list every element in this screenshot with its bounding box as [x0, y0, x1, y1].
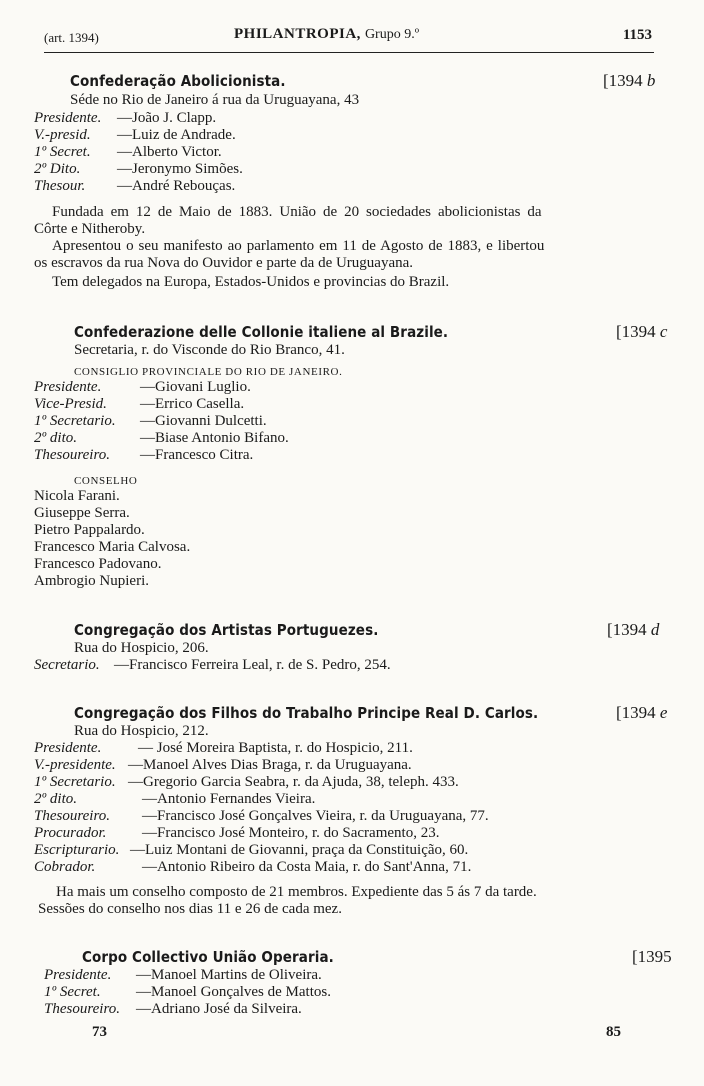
council-member: Giuseppe Serra. — [34, 505, 130, 521]
officer-role: Presidente. — [34, 379, 102, 395]
officer-role: 1º Secret. — [34, 144, 91, 160]
officer-name: —Luiz Montani de Giovanni, praça da Constituição, 60. — [130, 842, 469, 858]
officer-role: Thesour. — [34, 178, 86, 194]
officer-name: —João J. Clapp. — [117, 110, 217, 126]
officer-name: —Francisco José Gonçalves Vieira, r. da Uruguayana, 77. — [142, 808, 489, 824]
entry-ref: [1395 — [632, 947, 672, 966]
officer-name: —Alberto Victor. — [117, 144, 222, 160]
officer-name: — José Moreira Baptista, r. do Hospicio, 211. — [138, 740, 413, 756]
paragraph-line: Fundada em 12 de Maio de 1883. União de 20 sociedades abolicionistas da — [52, 204, 542, 220]
officer-name: —Manoel Martins de Oliveira. — [136, 967, 322, 983]
entry-ref — [616, 322, 667, 342]
officer-role: Presidente. — [34, 110, 102, 126]
officer-name: —André Rebouças. — [117, 178, 236, 194]
officer-role: 1º Secretario. — [34, 774, 116, 790]
header-page-number: 1153 — [622, 27, 652, 43]
officer-role: Thesoureiro. — [34, 447, 110, 463]
paragraph-line: Côrte e Nitheroby. — [34, 221, 146, 237]
officer-role: Secretario. — [34, 657, 100, 673]
officer-name: —Manoel Gonçalves de Mattos. — [136, 984, 331, 1000]
entry-ref-suffix: e — [659, 703, 668, 722]
entry-title: Confederação Abolicionista. — [70, 72, 286, 90]
entry-ref-suffix: d — [650, 620, 660, 639]
officer-role: V.-presidente. — [34, 757, 116, 773]
officer-name: —Antonio Fernandes Vieira. — [142, 791, 316, 807]
entry-ref-number: [1394 — [616, 703, 656, 722]
entry-ref-suffix: c — [659, 322, 668, 341]
header-title: PHILANTROPIA, — [234, 26, 361, 42]
officer-role: Escripturario. — [34, 842, 120, 858]
officer-role: 2º dito. — [34, 791, 77, 807]
officer-role: V.-presid. — [34, 127, 91, 143]
officer-role: Cobrador. — [34, 859, 96, 875]
officer-name: —Giovani Luglio. — [140, 379, 251, 395]
entry-ref — [607, 620, 659, 640]
officer-role: 1º Secret. — [44, 984, 101, 1000]
entry-ref-suffix: b — [646, 71, 656, 90]
officer-name: —Antonio Ribeiro da Costa Maia, r. do Sant'Anna, 71. — [142, 859, 472, 875]
entry-ref — [616, 703, 667, 723]
entry-ref — [603, 71, 655, 91]
officer-name: —Francisco José Monteiro, r. do Sacramento, 23. — [142, 825, 440, 841]
entry-title: Confederazione delle Collonie italiene al Brazile. — [74, 323, 449, 341]
officer-role: 1º Secretario. — [34, 413, 116, 429]
officer-role: Thesoureiro. — [34, 808, 110, 824]
officer-role: Vice-Presid. — [34, 396, 107, 412]
header-title-block — [234, 26, 419, 43]
entry-ref-number: [1394 — [616, 322, 656, 341]
officer-role: Presidente. — [44, 967, 112, 983]
entry-ref-number: [1394 — [603, 71, 643, 90]
page-header — [0, 26, 704, 50]
officer-role: Thesoureiro. — [44, 1001, 120, 1017]
council-member: Ambrogio Nupieri. — [34, 573, 149, 589]
council-member: Francesco Maria Calvosa. — [34, 539, 191, 555]
officer-name: —Gregorio Garcia Seabra, r. da Ajuda, 38, teleph. 433. — [128, 774, 459, 790]
entry-title: Congregação dos Artistas Portuguezes. — [74, 621, 379, 639]
footer-right-number: 85 — [606, 1024, 621, 1040]
entry-address: Rua do Hospicio, 206. — [74, 640, 209, 656]
paragraph-line: Tem delegados na Europa, Estados-Unidos e provincias do Brazil. — [52, 274, 450, 290]
paragraph-line: Sessões do conselho nos dias 11 e 26 de cada mez. — [38, 901, 342, 917]
officer-name: —Errico Casella. — [140, 396, 245, 412]
header-rule — [44, 52, 654, 53]
council-heading: CONSELHO — [74, 475, 138, 487]
paragraph-line: Ha mais um conselho composto de 21 membros. Expediente das 5 ás 7 da tarde. — [56, 884, 537, 900]
entry-address: Rua do Hospicio, 212. — [74, 723, 209, 739]
entry-subhead: CONSIGLIO PROVINCIALE DO RIO DE JANEIRO. — [74, 366, 343, 378]
footer-left-number: 73 — [92, 1024, 107, 1040]
officer-role: 2º Dito. — [34, 161, 81, 177]
council-member: Francesco Padovano. — [34, 556, 162, 572]
entry-title: Corpo Collectivo União Operaria. — [82, 948, 334, 966]
paragraph-line: os escravos da rua Nova do Ouvidor e parte da de Uruguayana. — [34, 255, 414, 271]
officer-name: —Luiz de Andrade. — [117, 127, 236, 143]
officer-name: —Manoel Alves Dias Braga, r. da Uruguayana. — [128, 757, 412, 773]
entry-address: Secretaria, r. do Visconde do Rio Branco, 41. — [74, 342, 345, 358]
officer-name: —Adriano José da Silveira. — [136, 1001, 302, 1017]
entry-address: Séde no Rio de Janeiro á rua da Uruguayana, 43 — [70, 92, 360, 108]
header-article-ref: (art. 1394) — [44, 30, 99, 45]
officer-name: —Jeronymo Simões. — [117, 161, 243, 177]
council-member: Nicola Farani. — [34, 488, 120, 504]
council-member: Pietro Pappalardo. — [34, 522, 145, 538]
officer-role: Presidente. — [34, 740, 102, 756]
officer-name: —Francisco Ferreira Leal, r. de S. Pedro, 254. — [114, 657, 391, 673]
officer-name: —Giovanni Dulcetti. — [140, 413, 267, 429]
officer-name: —Biase Antonio Bifano. — [140, 430, 289, 446]
header-group: Grupo 9.º — [364, 27, 420, 42]
officer-role: Procurador. — [34, 825, 107, 841]
entry-title: Congregação dos Filhos do Trabalho Principe Real D. Carlos. — [74, 704, 539, 722]
entry-ref-number: [1394 — [607, 620, 647, 639]
officer-name: —Francesco Citra. — [140, 447, 254, 463]
officer-role: 2º dito. — [34, 430, 77, 446]
paragraph-line: Apresentou o seu manifesto ao parlamento em 11 de Agosto de 1883, e libertou — [52, 238, 545, 254]
